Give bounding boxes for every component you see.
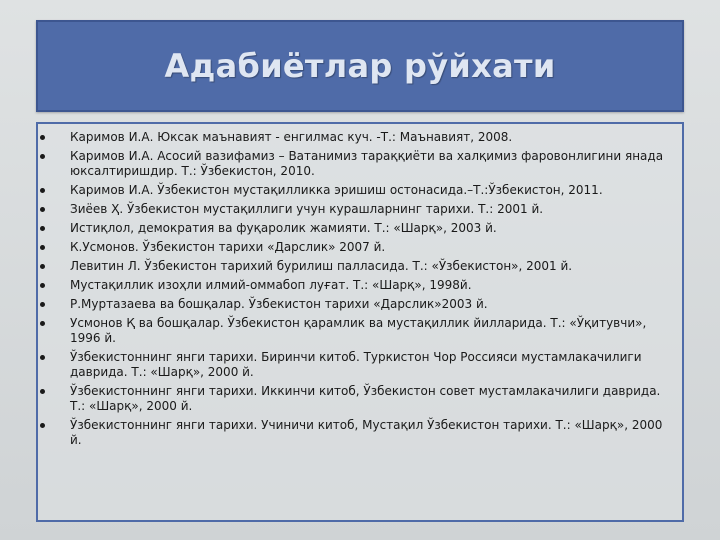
bullet-icon (40, 207, 45, 212)
reference-text: Левитин Л. Ўзбекистон тарихий бурилиш палласида. Т.: «Ўзбекистон», 2001 й. (70, 259, 573, 273)
bullet-icon (40, 302, 45, 307)
reference-text: К.Усмонов. Ўзбекистон тарихи «Дарслик» 2007 й. (70, 240, 386, 254)
reference-item (38, 130, 670, 145)
reference-item (38, 418, 670, 448)
bullet-icon (40, 423, 45, 428)
reference-text: Зиёев Ҳ. Ўзбекистон мустақиллиги учун курашларнинг тарихи. Т.: 2001 й. (70, 202, 544, 216)
bullet-icon (40, 389, 45, 394)
reference-item (38, 183, 670, 198)
bullet-icon (40, 245, 45, 250)
reference-item (38, 384, 670, 414)
reference-text: Каримов И.А. Ўзбекистон мустақилликка эришиш остонасида.–Т.:Ўзбекистон, 2011. (70, 183, 603, 197)
bullet-icon (40, 283, 45, 288)
reference-item (38, 259, 670, 274)
slide-title: Адабиётлар рўйхати (164, 47, 556, 85)
reference-text: Каримов И.А. Юксак маънавият - енгилмас куч. -Т.: Маънавият, 2008. (70, 130, 513, 144)
reference-item (38, 149, 670, 179)
bullet-icon (40, 355, 45, 360)
reference-item (38, 240, 670, 255)
bullet-icon (40, 226, 45, 231)
reference-item (38, 278, 670, 293)
references-frame (36, 122, 684, 522)
reference-text: Каримов И.А. Асосий вазифамиз – Ватанимиз тараққиёти ва халқимиз фаровонлигини янада юксалтиришдир. Т.: Ўзбекистон, 2010. (70, 149, 664, 178)
references-list (38, 124, 682, 448)
reference-text: Истиқлол, демократия ва фуқаролик жамияти. Т.: «Шарқ», 2003 й. (70, 221, 497, 235)
bullet-icon (40, 188, 45, 193)
reference-item (38, 297, 670, 312)
reference-text: Мустақиллик изоҳли илмий-оммабоп луғат. Т.: «Шарқ», 1998й. (70, 278, 472, 292)
reference-item (38, 316, 670, 346)
bullet-icon (40, 154, 45, 159)
reference-text: Р.Муртазаева ва бошқалар. Ўзбекистон тарихи «Дарслик»2003 й. (70, 297, 488, 311)
bullet-icon (40, 264, 45, 269)
title-banner (36, 20, 684, 112)
reference-text: Ўзбекистоннинг янги тарихи. Иккинчи китоб, Ўзбекистон совет мустамлакачилиги даврида. Т.: «Шарқ», 2000 й. (70, 384, 661, 413)
bullet-icon (40, 135, 45, 140)
reference-item (38, 350, 670, 380)
reference-item (38, 202, 670, 217)
bullet-icon (40, 321, 45, 326)
reference-text: Ўзбекистоннинг янги тарихи. Учиничи китоб, Мустақил Ўзбекистон тарихи. Т.: «Шарқ», 2000 й. (70, 418, 663, 447)
reference-item (38, 221, 670, 236)
reference-text: Ўзбекистоннинг янги тарихи. Биринчи китоб. Туркистон Чор Россияси мустамлакачилиги даврида. Т.: «Шарқ», 2000 й. (70, 350, 642, 379)
reference-text: Усмонов Қ ва бошқалар. Ўзбекистон қарамлик ва мустақиллик йилларида. Т.: «Ўқитувчи», 1996 й. (70, 316, 647, 345)
